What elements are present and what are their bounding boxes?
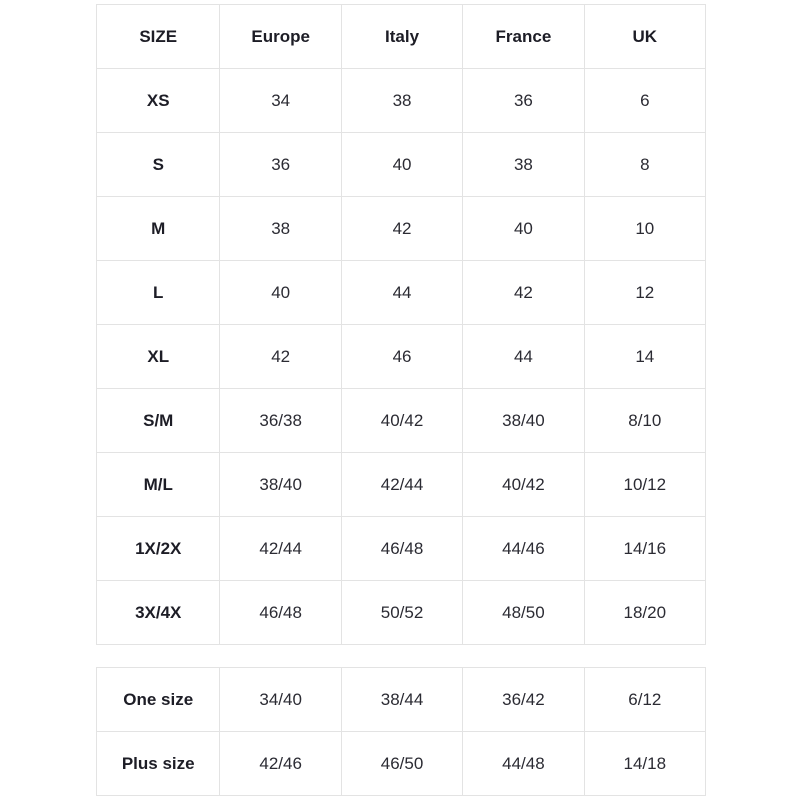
table-row — [97, 453, 706, 517]
cell-italy: 42/44 — [341, 453, 462, 517]
cell-uk: 10/12 — [584, 453, 705, 517]
table-row — [97, 389, 706, 453]
column-header-size: SIZE — [97, 5, 220, 69]
cell-europe: 34 — [220, 69, 341, 133]
cell-france: 44/48 — [463, 732, 584, 796]
cell-italy: 50/52 — [341, 581, 462, 645]
cell-italy: 38/44 — [341, 668, 462, 732]
row-label: One size — [97, 668, 220, 732]
cell-uk: 14/18 — [584, 732, 705, 796]
cell-france: 40 — [463, 197, 584, 261]
row-label: S/M — [97, 389, 220, 453]
row-label: Plus size — [97, 732, 220, 796]
cell-europe: 36 — [220, 133, 341, 197]
cell-europe: 42/44 — [220, 517, 341, 581]
cell-uk: 14 — [584, 325, 705, 389]
column-header-uk: UK — [584, 5, 705, 69]
table-row — [97, 261, 706, 325]
cell-europe: 40 — [220, 261, 341, 325]
cell-italy: 46/48 — [341, 517, 462, 581]
cell-france: 36/42 — [463, 668, 584, 732]
general-size-table-wrapper — [96, 667, 706, 796]
cell-france: 42 — [463, 261, 584, 325]
table-row — [97, 197, 706, 261]
table-row — [97, 69, 706, 133]
cell-europe: 34/40 — [220, 668, 341, 732]
cell-europe: 42/46 — [220, 732, 341, 796]
size-conversion-table — [96, 4, 706, 645]
table-row — [97, 581, 706, 645]
cell-europe: 38 — [220, 197, 341, 261]
cell-uk: 6/12 — [584, 668, 705, 732]
cell-italy: 40/42 — [341, 389, 462, 453]
cell-europe: 46/48 — [220, 581, 341, 645]
cell-uk: 12 — [584, 261, 705, 325]
row-label: XL — [97, 325, 220, 389]
table-header — [97, 5, 706, 69]
cell-italy: 44 — [341, 261, 462, 325]
row-label: M/L — [97, 453, 220, 517]
cell-uk: 6 — [584, 69, 705, 133]
cell-europe: 36/38 — [220, 389, 341, 453]
table-row — [97, 668, 706, 732]
cell-europe: 42 — [220, 325, 341, 389]
table-row — [97, 732, 706, 796]
table-row — [97, 325, 706, 389]
cell-europe: 38/40 — [220, 453, 341, 517]
table-header-row — [97, 5, 706, 69]
cell-uk: 14/16 — [584, 517, 705, 581]
cell-uk: 8 — [584, 133, 705, 197]
column-header-italy: Italy — [341, 5, 462, 69]
table-row — [97, 133, 706, 197]
cell-france: 40/42 — [463, 453, 584, 517]
cell-france: 38/40 — [463, 389, 584, 453]
cell-italy: 40 — [341, 133, 462, 197]
cell-france: 38 — [463, 133, 584, 197]
row-label: 3X/4X — [97, 581, 220, 645]
row-label: XS — [97, 69, 220, 133]
cell-uk: 8/10 — [584, 389, 705, 453]
cell-france: 48/50 — [463, 581, 584, 645]
column-header-europe: Europe — [220, 5, 341, 69]
cell-uk: 10 — [584, 197, 705, 261]
row-label: L — [97, 261, 220, 325]
row-label: S — [97, 133, 220, 197]
cell-italy: 38 — [341, 69, 462, 133]
cell-france: 44 — [463, 325, 584, 389]
row-label: 1X/2X — [97, 517, 220, 581]
cell-france: 36 — [463, 69, 584, 133]
general-size-table — [96, 667, 706, 796]
cell-italy: 46 — [341, 325, 462, 389]
cell-italy: 46/50 — [341, 732, 462, 796]
size-conversion-table-wrapper — [96, 4, 706, 645]
table-body — [97, 668, 706, 796]
table-body — [97, 69, 706, 645]
cell-uk: 18/20 — [584, 581, 705, 645]
table-row — [97, 517, 706, 581]
row-label: M — [97, 197, 220, 261]
column-header-france: France — [463, 5, 584, 69]
cell-france: 44/46 — [463, 517, 584, 581]
cell-italy: 42 — [341, 197, 462, 261]
